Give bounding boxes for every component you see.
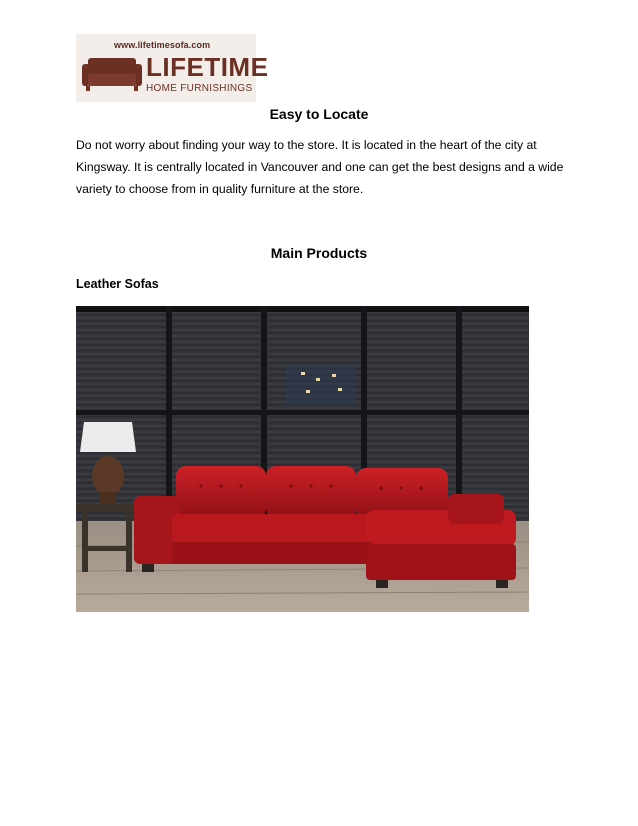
heading-easy-to-locate: Easy to Locate xyxy=(269,106,369,122)
subheading-leather-sofas: Leather Sofas xyxy=(76,277,159,291)
logo-brand-name: LIFETIME xyxy=(146,52,269,82)
logo-url-text: www.lifetimesofa.com xyxy=(114,40,211,50)
sofa-icon xyxy=(80,54,144,94)
paragraph-location: Do not worry about finding your way to the store. It is located in the heart of the city at Kingsway. It is centrally located in Vancouver and one can get the best designs and a wide variety to choose from in quality furniture at the store. xyxy=(76,138,564,196)
heading-main-products: Main Products xyxy=(270,245,368,261)
logo-tagline: HOME FURNISHINGS xyxy=(146,83,253,94)
leather-sofa-photo xyxy=(76,306,529,612)
company-logo xyxy=(76,34,269,102)
